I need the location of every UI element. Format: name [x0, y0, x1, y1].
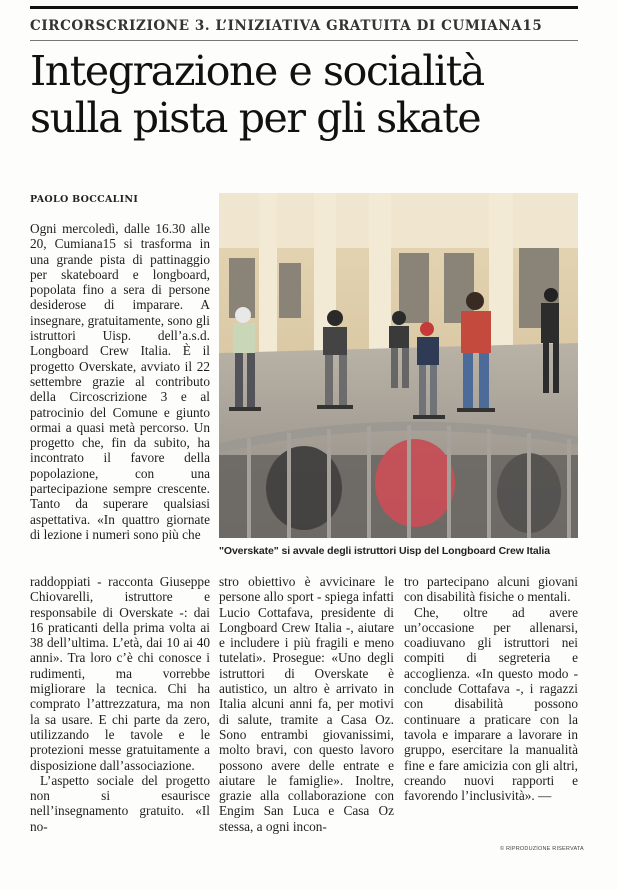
photo-caption: "Overskate" si avvale degli istruttori Uisp del Longboard Crew Italia: [219, 545, 550, 557]
article-photo: [219, 193, 578, 538]
top-rule: [30, 6, 578, 9]
headline-line-2: sulla pista per gli skate: [30, 94, 481, 142]
kicker: CIRCORSCRIZIONE 3. L’INIZIATIVA GRATUITA DI CUMIANA15: [30, 18, 543, 34]
article-column-3: [404, 574, 578, 803]
column-3-paragraph-2: Che, oltre ad avere un’occasione per allenarsi, coadiuvano gli istruttori nei compiti di segreteria e accoglienza. «In questo modo - conclude Cottafava -, i ragazzi con disabilità possono continuare a praticare con la tavola e imparare a lavorare in gruppo, esercitare la manualità fine e fare amicizia con gli altri, creando nuovi rapporti e favorendo l’inclusività». —: [404, 604, 578, 804]
byline: PAOLO BOCCALINI: [30, 194, 139, 205]
column-1-paragraph-1-continued: raddoppiati - racconta Giuseppe Chiovarelli, istruttore e responsabile di Overskate -: dai 16 praticanti della prima volta ai 38 dell’ultima. L’età, dai 10 ai 40 anni». Tra loro c’è chi conosce i rudimenti, ma vorrebbe migliorare la tecnica. Chi ha comprato l’attrezzatura, ma non la sa usare. E chi parte da zero, utilizzando le tavole e le protezioni messe gratuitamente a disposizione dall’associazione.: [30, 574, 210, 773]
headline: [30, 48, 590, 142]
column-1-paragraph-2: L’aspetto sociale del progetto non si esaurisce nell’insegnamento gratuito. «Il no-: [30, 772, 210, 834]
column-3-paragraph-1: tro partecipano alcuni giovani con disabilità fisiche o mentali.: [404, 574, 578, 605]
article-column-1: [30, 221, 210, 542]
column-2-paragraph-1: stro obiettivo è avvicinare le persone allo sport - spiega infatti Lucio Cottafava, presidente di Longboard Crew Italia -, aiutare e includere i più fragili e meno tutelati». Prosegue: «Uno degli istruttori di Overskate è autistico, un altro è arrivato in Italia alcuni anni fa, per motivi di salute, tramite a Casa Oz. Sono entrambi giovanissimi, molto bravi, con questo lavoro possono avere delle entrate e aiutare le famiglie». Inoltre, grazie alla collaborazione con Engim San Luca e Casa Oz stessa, a ogni incon-: [219, 574, 394, 834]
skaters-photo-image: [219, 193, 578, 538]
article-column-2: [219, 574, 394, 834]
headline-line-1: Integrazione e socialità: [30, 47, 484, 95]
column-1-paragraph-1: Ogni mercoledì, dalle 16.30 alle 20, Cumiana15 si trasforma in una grande pista di pattinaggio per skateboard e longboard, popolata fino a sera di persone desiderose di imparare. A insegnare, gratuitamente, sono gli istruttori Uisp. dell’a.s.d. Longboard Crew Italia. È il progetto Overskate, avviato il 22 settembre grazie al contributo della Circoscrizione 3 e al patrocinio del Comune e giunto ormai a quasi metà percorso. Un progetto che, fin da subito, ha incontrato il favore della popolazione, con una partecipazione sempre crescente. Tanto da superare qualsiasi aspettativa. «In quattro giornate di lezione i numeri sono più che: [30, 221, 210, 542]
article-column-1-continued: [30, 574, 210, 834]
kicker-divider: [30, 40, 578, 41]
copyright-notice: © RIPRODUZIONE RISERVATA: [500, 846, 584, 852]
